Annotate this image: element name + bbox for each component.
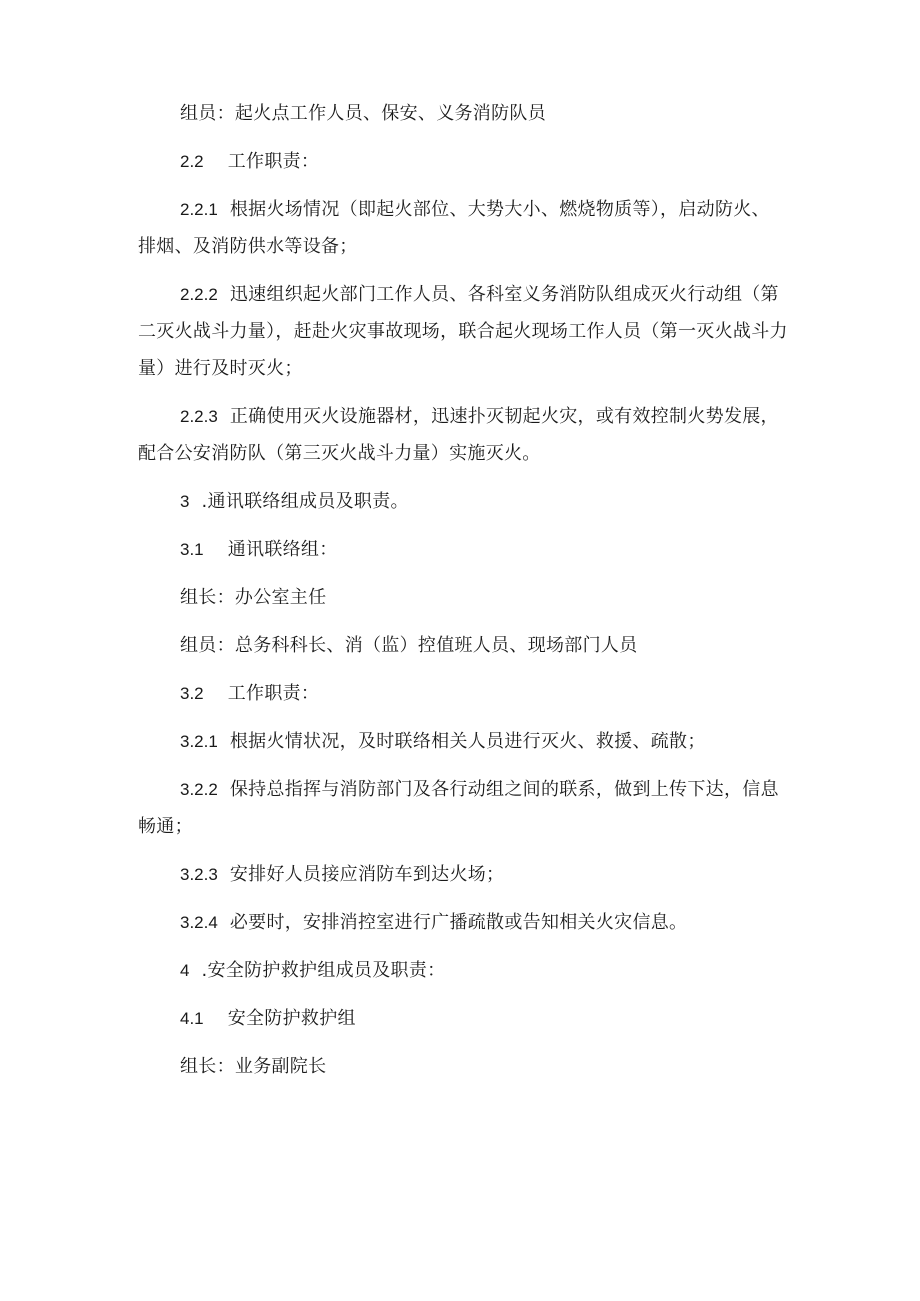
paragraph-2-2-3 xyxy=(138,398,788,472)
paragraph-text: 工作职责： xyxy=(203,683,320,704)
paragraph-team-members-fire xyxy=(138,95,788,132)
paragraph-text: 保持总指挥与消防部门及各行动组之间的联系，做到上传下达，信息畅通； xyxy=(138,779,779,837)
section-number: 3.2.4 xyxy=(180,913,218,932)
paragraph-text: 安全防护救护组 xyxy=(203,1008,356,1029)
paragraph-text: 迅速组织起火部门工作人员、各科室义务消防队组成灭火行动组（第二灭火战斗力量），赶赴火灾事故现场，联合起火现场工作人员（第一灭火战斗力量）进行及时灭火； xyxy=(138,284,788,379)
section-number: 2.2.1 xyxy=(180,200,218,219)
paragraph-text: 安排好人员接应消防车到达火场； xyxy=(217,864,505,885)
paragraph-text: 工作职责： xyxy=(203,151,320,172)
paragraph-text: .安全防护救护组成员及职责： xyxy=(189,960,446,981)
document-body xyxy=(138,95,788,1096)
paragraph-text: .通讯联络组成员及职责。 xyxy=(189,491,409,512)
paragraph-3-2-2 xyxy=(138,771,788,845)
paragraph-text: 通讯联络组： xyxy=(203,539,338,560)
section-number: 2.2.2 xyxy=(180,285,218,304)
paragraph-3-2 xyxy=(138,675,788,712)
paragraph-3-2-3 xyxy=(138,856,788,893)
paragraph-3-2-4 xyxy=(138,904,788,941)
paragraph-text: 正确使用灭火设施器材，迅速扑灭韧起火灾，或有效控制火势发展，配合公安消防队（第三灭火战斗力量）实施灭火。 xyxy=(138,406,779,464)
section-number: 3.2.3 xyxy=(180,865,218,884)
section-number: 2.2 xyxy=(180,152,204,171)
section-number: 2.2.3 xyxy=(180,407,218,426)
paragraph-text: 根据火场情况（即起火部位、大势大小、燃烧物质等），启动防火、排烟、及消防供水等设备； xyxy=(138,199,770,257)
paragraph-team-leader-safety xyxy=(138,1048,788,1085)
paragraph-team-members-comms xyxy=(138,627,788,664)
section-number: 4.1 xyxy=(180,1009,204,1028)
paragraph-text: 组员：起火点工作人员、保安、义务消防队员 xyxy=(180,103,546,124)
paragraph-3-2-1 xyxy=(138,723,788,760)
paragraph-text: 组员：总务科科长、消（监）控值班人员、现场部门人员 xyxy=(180,635,638,656)
section-number: 4 xyxy=(180,961,190,980)
section-number: 3.1 xyxy=(180,540,204,559)
section-number: 3.2.2 xyxy=(180,780,218,799)
paragraph-text: 必要时，安排消控室进行广播疏散或告知相关火灾信息。 xyxy=(217,912,688,933)
section-number: 3 xyxy=(180,492,190,511)
paragraph-4-heading xyxy=(138,952,788,989)
paragraph-2-2 xyxy=(138,143,788,180)
section-number: 3.2 xyxy=(180,684,204,703)
section-number: 3.2.1 xyxy=(180,732,218,751)
paragraph-2-2-2 xyxy=(138,276,788,387)
paragraph-2-2-1 xyxy=(138,191,788,265)
paragraph-3-heading xyxy=(138,483,788,520)
paragraph-team-leader-comms xyxy=(138,579,788,616)
paragraph-text: 组长：业务副院长 xyxy=(180,1056,327,1077)
paragraph-text: 根据火情状况，及时联络相关人员进行灭火、救援、疏散； xyxy=(217,731,706,752)
paragraph-text: 组长：办公室主任 xyxy=(180,587,327,608)
paragraph-3-1 xyxy=(138,531,788,568)
paragraph-4-1 xyxy=(138,1000,788,1037)
